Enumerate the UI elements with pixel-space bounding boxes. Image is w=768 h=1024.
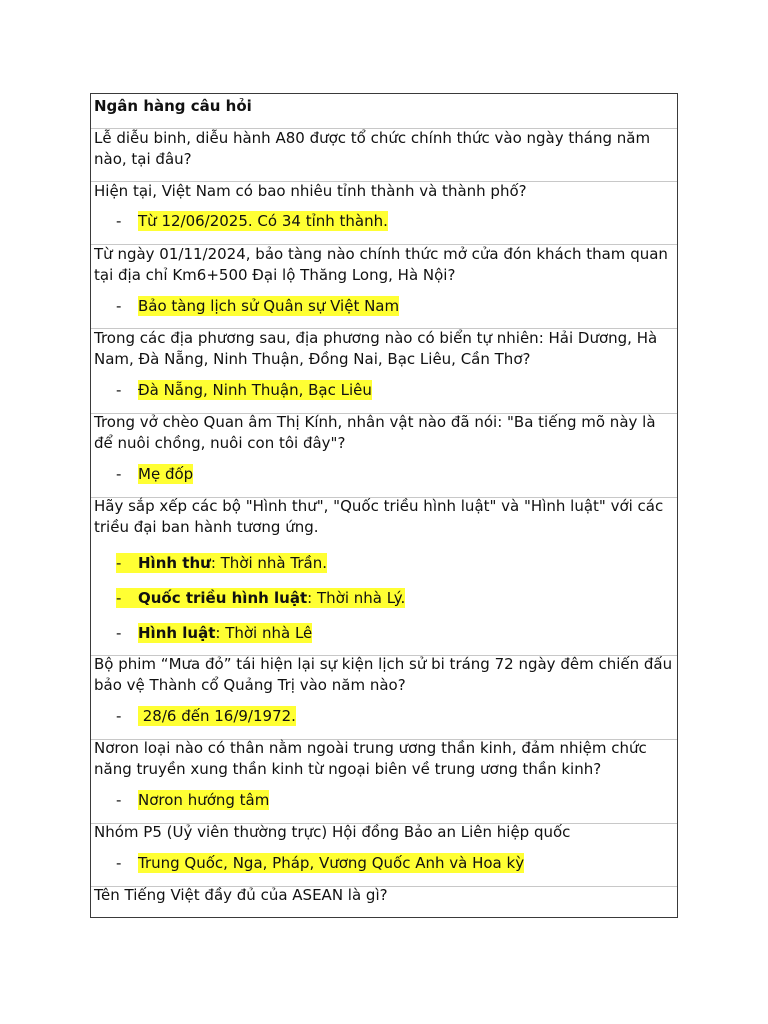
question-line: Tên Tiếng Việt đầy đủ của ASEAN là gì? bbox=[94, 886, 388, 904]
question-10 bbox=[91, 885, 676, 906]
answer-text: Trung Quốc, Nga, Pháp, Vương Quốc Anh và Hoa kỳ bbox=[138, 854, 525, 872]
answer-term: Hình thư bbox=[138, 554, 211, 572]
answer-text bbox=[138, 623, 312, 643]
answer-term: Hình luật bbox=[138, 624, 216, 642]
question-line: triều đại ban hành tương ứng. bbox=[94, 518, 319, 536]
answer-detail: : Thời nhà Lê bbox=[215, 624, 313, 642]
question-5 bbox=[91, 412, 676, 454]
answer-text bbox=[138, 588, 405, 608]
answer-text: Bảo tàng lịch sử Quân sự Việt Nam bbox=[138, 297, 400, 315]
bullet-dash: - bbox=[116, 212, 122, 230]
answer-text: 28/6 đến 16/9/1972. bbox=[138, 707, 296, 725]
question-line: nào, tại đâu? bbox=[94, 150, 192, 168]
question-line: Nam, Đà Nẵng, Ninh Thuận, Đồng Nai, Bạc Liêu, Cần Thơ? bbox=[94, 350, 531, 368]
answer-detail: : Thời nhà Lý. bbox=[307, 589, 406, 607]
question-line: bảo vệ Thành cổ Quảng Trị vào năm nào? bbox=[94, 676, 406, 694]
question-line: Từ ngày 01/11/2024, bảo tàng nào chính thức mở cửa đón khách tham quan bbox=[94, 245, 668, 263]
table-title: Ngân hàng câu hỏi bbox=[94, 97, 252, 115]
question-9 bbox=[91, 822, 676, 843]
question-line: Trong vở chèo Quan âm Thị Kính, nhân vật nào đã nói: "Ba tiếng mõ này là bbox=[94, 413, 656, 431]
question-line: Bộ phim “Mưa đỏ” tái hiện lại sự kiện lịch sử bi tráng 72 ngày đêm chiến đấu bbox=[94, 655, 673, 673]
bullet-dash: - bbox=[116, 791, 122, 809]
answer-term: Quốc triều hình luật bbox=[138, 589, 308, 607]
question-line: năng truyền xung thần kinh từ ngoại biên về trung ương thần kinh? bbox=[94, 760, 602, 778]
answer-text: Mẹ đốp bbox=[138, 465, 194, 483]
question-bank-table bbox=[90, 93, 678, 918]
question-line: tại địa chỉ Km6+500 Đại lộ Thăng Long, Hà Nội? bbox=[94, 266, 456, 284]
bullet-dash: - bbox=[116, 588, 139, 608]
question-line: Hiện tại, Việt Nam có bao nhiêu tỉnh thành và thành phố? bbox=[94, 182, 527, 200]
question-line: Nhóm P5 (Uỷ viên thường trực) Hội đồng Bảo an Liên hiệp quốc bbox=[94, 823, 571, 841]
question-3 bbox=[91, 244, 676, 286]
bullet-dash: - bbox=[116, 465, 122, 483]
answer-detail: : Thời nhà Trần. bbox=[210, 554, 327, 572]
answer-text: Đà Nẵng, Ninh Thuận, Bạc Liêu bbox=[138, 381, 372, 399]
bullet-dash: - bbox=[116, 297, 122, 315]
question-line: Lễ diễu binh, diễu hành A80 được tổ chức chính thức vào ngày tháng năm bbox=[94, 129, 651, 147]
bullet-dash: - bbox=[116, 553, 139, 573]
question-line: Nơron loại nào có thân nằm ngoài trung ương thần kinh, đảm nhiệm chức bbox=[94, 739, 647, 757]
answer-text: Từ 12/06/2025. Có 34 tỉnh thành. bbox=[138, 212, 388, 230]
question-line: Hãy sắp xếp các bộ "Hình thư", "Quốc triều hình luật" và "Hình luật" với các bbox=[94, 497, 664, 515]
question-line: Trong các địa phương sau, địa phương nào có biển tự nhiên: Hải Dương, Hà bbox=[94, 329, 658, 347]
bullet-dash: - bbox=[116, 381, 122, 399]
bullet-dash: - bbox=[116, 624, 122, 642]
question-1 bbox=[91, 128, 676, 170]
question-2 bbox=[91, 181, 676, 202]
answer-text bbox=[138, 553, 327, 573]
bullet-dash: - bbox=[116, 854, 122, 872]
question-line: để nuôi chồng, nuôi con tôi đây"? bbox=[94, 434, 346, 452]
question-4 bbox=[91, 328, 676, 370]
question-6 bbox=[91, 496, 676, 538]
question-7 bbox=[91, 654, 676, 696]
answer-text: Nơron hướng tâm bbox=[138, 791, 270, 809]
question-8 bbox=[91, 738, 676, 780]
bullet-dash: - bbox=[116, 707, 122, 725]
